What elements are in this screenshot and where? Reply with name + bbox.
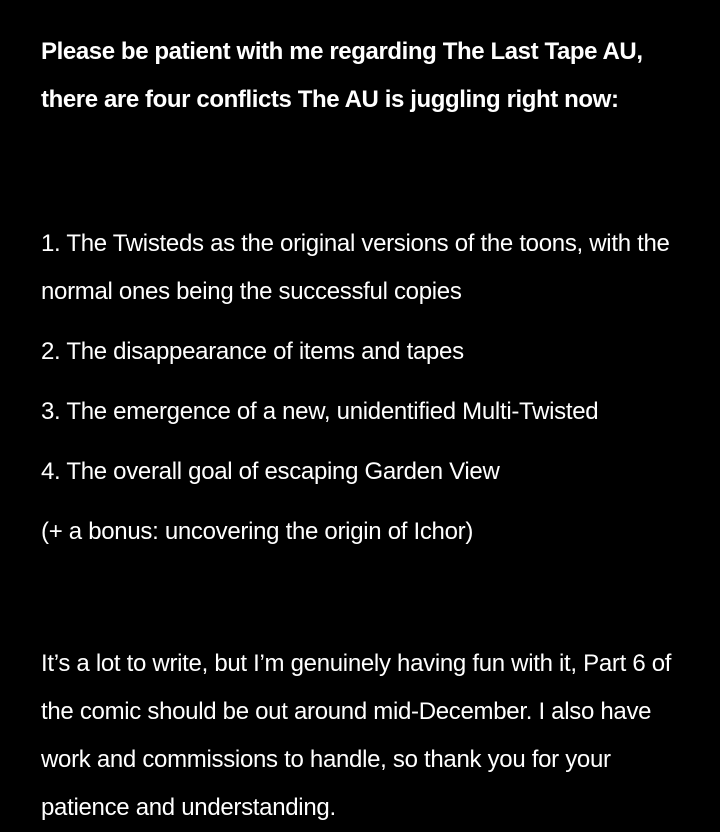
post-content: [41, 28, 701, 832]
bonus-note: (+ a bonus: uncovering the origin of Ichor): [41, 518, 474, 545]
list-item: 3. The emergence of a new, unidentified Multi-Twisted: [41, 398, 599, 425]
list-item: 1. The Twisteds as the original versions of the toons, with the normal ones being the successful copies: [41, 230, 670, 305]
list-item: 4. The overall goal of escaping Garden View: [41, 458, 500, 485]
conflict-list: [41, 220, 701, 496]
closing-paragraph: It’s a lot to write, but I’m genuinely having fun with it, Part 6 of the comic should be out around mid-December. I also have work and commissions to handle, so thank you for your patience and understanding.: [41, 650, 672, 821]
list-item: 2. The disappearance of items and tapes: [41, 338, 464, 365]
intro-heading: Please be patient with me regarding The Last Tape AU, there are four conflicts The AU is juggling right now:: [41, 38, 643, 113]
